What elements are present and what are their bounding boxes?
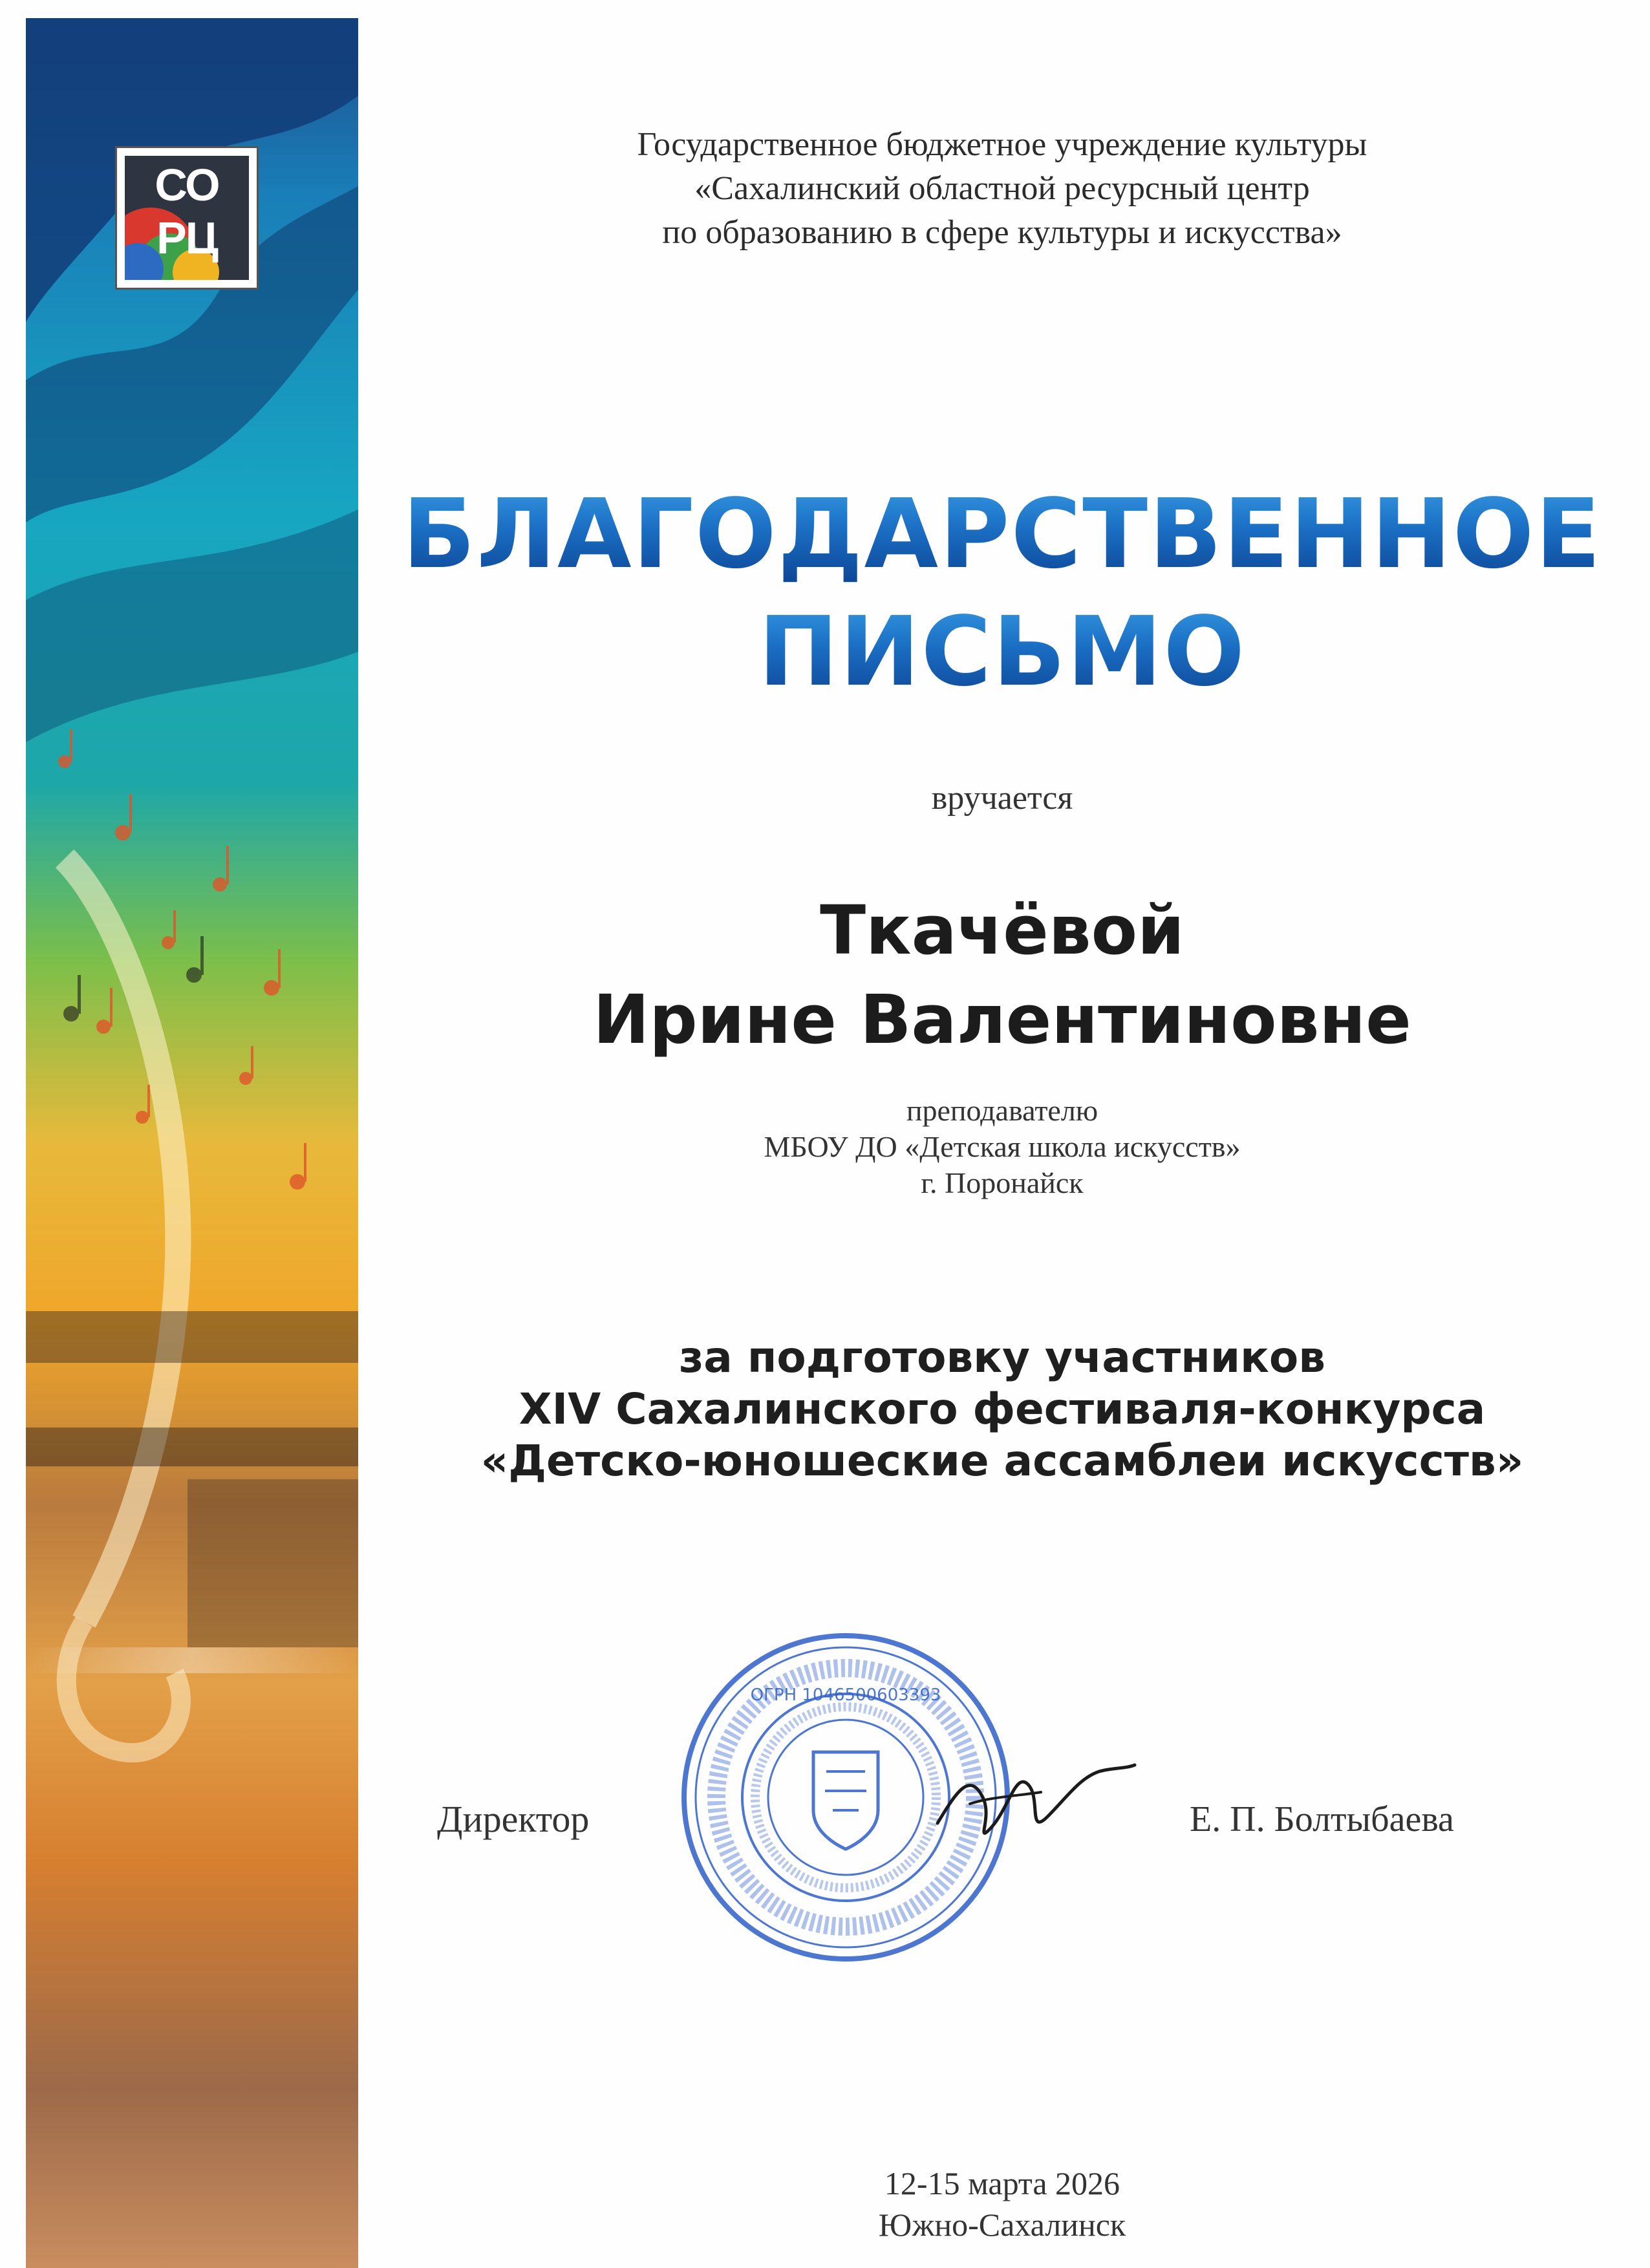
role-line3: г. Поронайск — [921, 1166, 1084, 1199]
decorative-band — [26, 18, 358, 2268]
certificate-title — [401, 475, 1603, 711]
reason-line1: за подготовку участников — [678, 1332, 1326, 1382]
reason-line3: «Детско-юношеские ассамблеи искусств» — [480, 1436, 1524, 1486]
award-reason — [401, 1332, 1603, 1487]
recipient-role — [401, 1093, 1603, 1201]
role-line1: преподавателю — [906, 1094, 1098, 1127]
organization-logo — [115, 146, 259, 290]
title-line1: БЛАГОДАРСТВЕННОЕ — [401, 475, 1603, 593]
director-signature — [931, 1733, 1138, 1862]
stamp-ogrn: ОГРН 1046500603393 — [750, 1685, 941, 1705]
event-footer — [401, 2163, 1603, 2245]
event-date: 12-15 марта 2026 — [884, 2165, 1120, 2201]
organization-header — [401, 123, 1603, 255]
organization-line3: по образованию в сфере культуры и искусства» — [662, 214, 1342, 251]
recipient-line1: Ткачёвой — [820, 891, 1184, 970]
event-city: Южно-Сахалинск — [878, 2207, 1126, 2243]
director-title: Директор — [437, 1798, 590, 1840]
sorc-logo-icon — [125, 156, 249, 280]
recipient-name — [401, 886, 1603, 1064]
awarded-label: вручается — [931, 780, 1073, 817]
organization-line2: «Сахалинский областной ресурсный центр — [694, 170, 1310, 207]
organization-line1: Государственное бюджетное учреждение культуры — [637, 126, 1367, 163]
reason-line2: XIV Сахалинского фестиваля-конкурса — [519, 1384, 1486, 1434]
recipient-line2: Ирине Валентиновне — [593, 980, 1411, 1059]
title-line2: ПИСЬМО — [401, 593, 1603, 711]
logo-line2: РЦ — [156, 213, 217, 263]
role-line2: МБОУ ДО «Детская школа искусств» — [764, 1130, 1241, 1163]
logo-line1: СО — [155, 160, 219, 210]
director-name: Е. П. Болтыбаева — [1190, 1799, 1454, 1839]
